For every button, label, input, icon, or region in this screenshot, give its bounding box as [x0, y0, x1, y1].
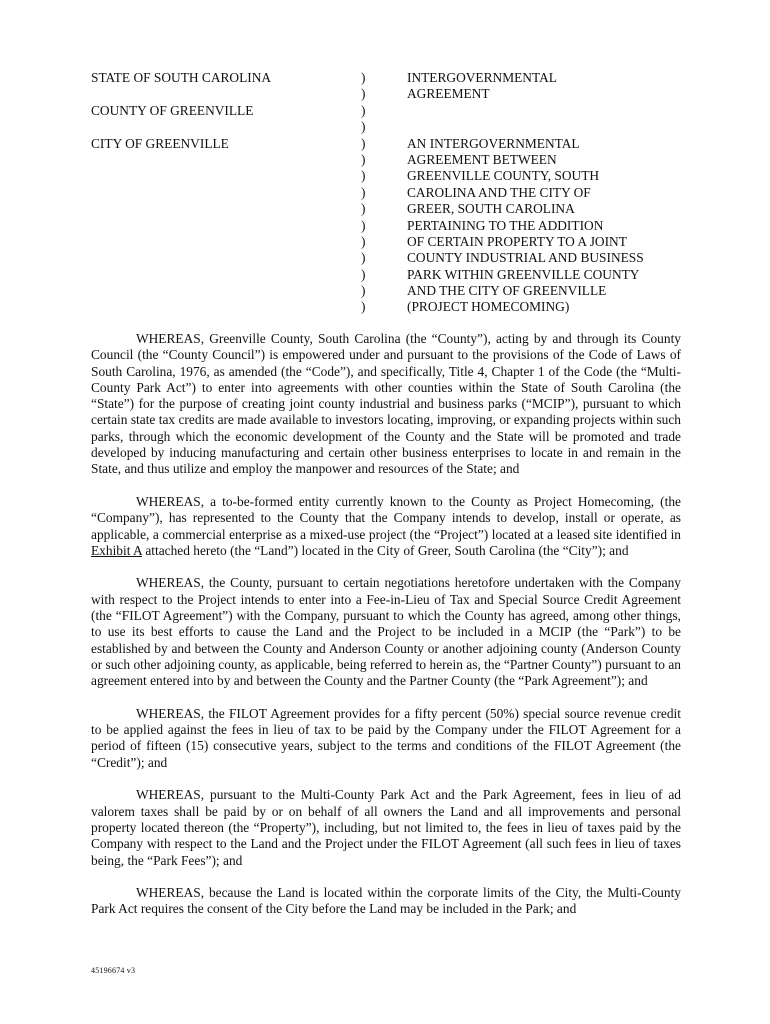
caption-paren: ): [361, 250, 366, 266]
caption-desc-line: AGREEMENT BETWEEN: [407, 151, 557, 167]
caption-title-line: INTERGOVERNMENTAL: [407, 70, 557, 85]
document-id-footer: 45196674 v3: [91, 966, 136, 975]
caption-paren: ): [361, 86, 366, 102]
paragraph-text: WHEREAS, a to-be-formed entity currently known to the County as Project Homecoming, (the “Company”), has represented to the County that the Company intends to develop, install or operate, as applicable, a commercial enterprise as a mixed-use project (the “Project”) located at a leased site identified in: [91, 493, 681, 542]
caption-desc-line: AND THE CITY OF GREENVILLE: [407, 283, 607, 299]
caption-title-line: AGREEMENT: [407, 86, 490, 102]
whereas-paragraph-1: WHEREAS, Greenville County, South Carolina (the “County”), acting by and through its County Council (the “County Council”) is empowered under and pursuant to the provisions of the Code of Laws of South Carolina, 1976, as amended (the “Code”), and specifically, Title 4, Chapter 1 of the Code (the “Multi-County Park Act”) to enter into agreements with other counties within the State of South Carolina (the “State”) for the purpose of creating joint county industrial and business parks (“MCIP”), pursuant to which certain state tax credits are made available to investors locating, improving, or expanding projects within such parks, through which the economic development of the County and the State will be promoted and trade developed by inducing manufacturing and certain other business enterprises to locate in and remain in the State, and thus utilize and employ the manpower and resources of the State; and: [91, 331, 681, 477]
caption-paren: ): [361, 168, 366, 184]
caption-paren: ): [361, 102, 366, 118]
caption-jurisdiction: [91, 70, 351, 152]
caption-paren: ): [361, 184, 366, 200]
caption-paren: ): [361, 201, 366, 217]
caption-desc-line: GREENVILLE COUNTY, SOUTH: [407, 168, 600, 184]
caption-desc-line: OF CERTAIN PROPERTY TO A JOINT: [407, 233, 627, 249]
caption-paren: ): [361, 70, 366, 85]
whereas-paragraph-5: WHEREAS, pursuant to the Multi-County Park Act and the Park Agreement, fees in lieu of ad valorem taxes shall be paid by or on behalf of all owners the Land and all improvements and personal property located thereon (the “Property”), including, but not limited to, the fees in lieu of taxes paid by the Company with respect to the Land and the Project under the FILOT Agreement (all such fees in lieu of taxes being, the “Park Fees”); and: [91, 787, 681, 868]
caption-paren: ): [361, 299, 366, 315]
caption-desc-line: PERTAINING TO THE ADDITION: [407, 217, 604, 233]
caption-desc-line: CAROLINA AND THE CITY OF: [407, 184, 591, 200]
whereas-paragraph-4: WHEREAS, the FILOT Agreement provides for a fifty percent (50%) special source revenue credit to be applied against the fees in lieu of tax to be paid by the Company under the FILOT Agreement for a period of fifteen (15) consecutive years, subject to the terms and conditions of the FILOT Agreement (the “Credit”); and: [91, 705, 681, 770]
caption-desc-line: (PROJECT HOMECOMING): [407, 299, 570, 315]
whereas-paragraph-6: WHEREAS, because the Land is located within the corporate limits of the City, the Multi-County Park Act requires the consent of the City before the Land may be included in the Park; and: [91, 885, 681, 917]
caption-title: [407, 70, 697, 316]
caption-paren: ): [361, 217, 366, 233]
caption-desc-line: COUNTY INDUSTRIAL AND BUSINESS: [407, 250, 644, 266]
caption-paren: ): [361, 119, 366, 135]
whereas-paragraph-2: [91, 494, 681, 559]
caption-county: COUNTY OF GREENVILLE: [91, 102, 254, 118]
caption-paren: ): [361, 233, 366, 249]
exhibit-a-reference: Exhibit A: [91, 542, 142, 558]
caption-desc-line: GREER, SOUTH CAROLINA: [407, 201, 575, 217]
caption-city: CITY OF GREENVILLE: [91, 135, 229, 151]
caption-paren: ): [361, 135, 366, 151]
whereas-paragraph-3: WHEREAS, the County, pursuant to certain negotiations heretofore undertaken with the Company with respect to the Project intends to enter into a Fee-in-Lieu of Tax and Special Source Credit Agreement (the “FILOT Agreement”) with the Company, pursuant to which the County has agreed, among other things, to use its best efforts to cause the Land and the Project to be included in a MCIP (the “Park”) to be established by and between the County and Anderson County or another adjoining county (Anderson County or such other adjoining county, as applicable, being referred to herein as, the “Partner County”) pursuant to an agreement entered into by and between the County and the Partner County (the “Park Agreement”); and: [91, 575, 681, 689]
caption-paren: ): [361, 151, 366, 167]
paragraph-text: attached hereto (the “Land”) located in the City of Greer, South Carolina (the “City”); and: [141, 542, 629, 558]
caption-block: [91, 70, 691, 320]
caption-paren: ): [361, 283, 366, 299]
caption-state: STATE OF SOUTH CAROLINA: [91, 70, 272, 85]
caption-parentheses: [361, 70, 373, 316]
caption-desc-line: PARK WITHIN GREENVILLE COUNTY: [407, 266, 640, 282]
caption-desc-line: AN INTERGOVERNMENTAL: [407, 135, 580, 151]
caption-paren: ): [361, 266, 366, 282]
document-body: [91, 331, 681, 934]
